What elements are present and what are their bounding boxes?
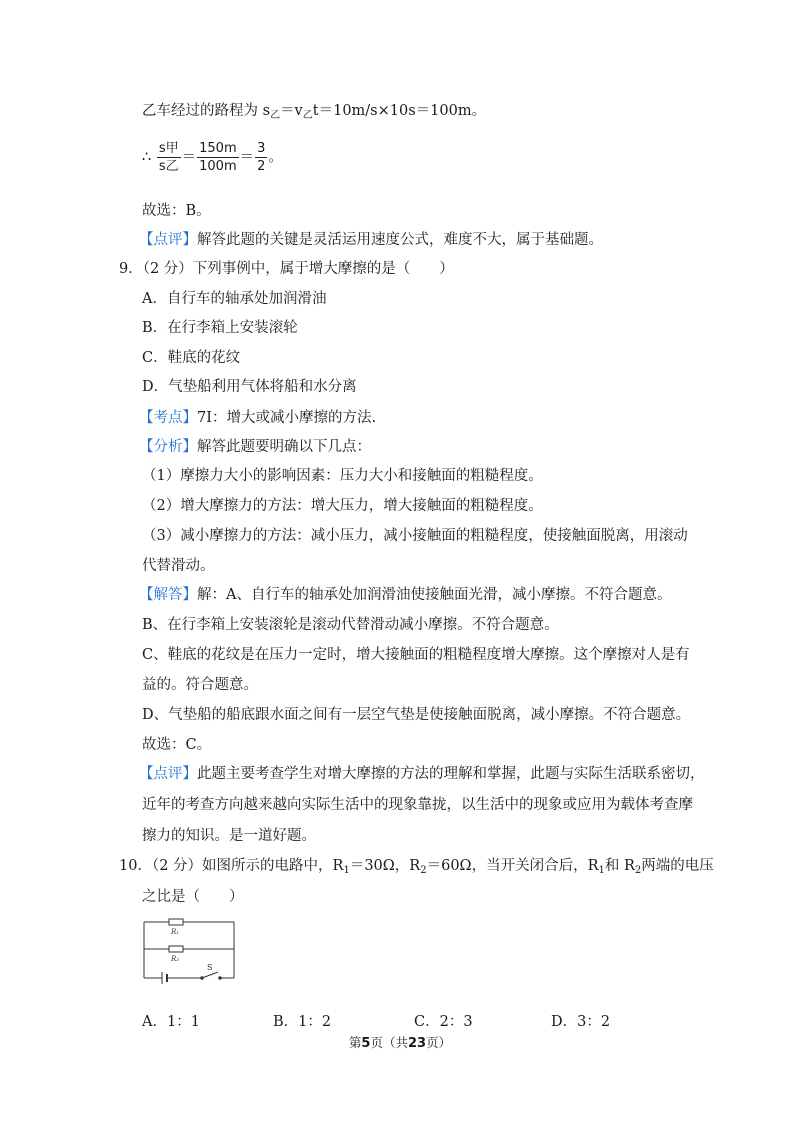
q10-option-a: A．1：1 xyxy=(142,1014,200,1030)
resistor-r1 xyxy=(169,919,183,925)
q9-fenxi: 【分析】解答此题要明确以下几点： xyxy=(139,439,371,455)
prev-comment: 【点评】解答此题的关键是灵活运用速度公式，难度不大，属于基础题。 xyxy=(139,232,603,248)
q9-kaodian: 【考点】7I：增大或减小摩擦的方法. xyxy=(139,410,377,426)
q9-jieda-c-cont: 益的。符合题意。 xyxy=(142,677,258,693)
switch-icon xyxy=(201,972,221,979)
ratio-formula: ∴ $\frac{\text{s甲}}{\text{s乙}}$ ＝ $\frac{150m}{100m}$ ＝ $\frac{3}{2}$ 。 xyxy=(142,141,283,174)
circuit-diagram xyxy=(140,912,240,984)
q9-option-b: B．在行李箱上安装滚轮 xyxy=(142,320,298,336)
resistor-r2 xyxy=(169,946,183,952)
fraction-values: $\frac{150m}{100m}$ xyxy=(199,141,237,174)
battery-icon xyxy=(162,972,167,984)
q9-option-d: D．气垫船利用气体将船和水分离 xyxy=(142,379,357,395)
q9-point-2: （2）增大摩擦力的方法：增大压力，增大接触面的粗糙程度。 xyxy=(142,498,543,514)
q9-stem: 9．（2 分）下列事例中，属于增大摩擦的是（ ） xyxy=(119,261,454,277)
q9-option-c: C．鞋底的花纹 xyxy=(142,350,241,366)
q10-option-c: C．2：3 xyxy=(414,1014,473,1030)
distance-line: 乙车经过的路程为 $s_乙=v_乙t=10m/s\times 10s=100m$。 xyxy=(142,103,487,121)
q9-option-a: A．自行车的轴承处加润滑油 xyxy=(142,291,327,307)
q10-option-d: D．3：2 xyxy=(551,1014,611,1030)
q10-option-b: B．1：2 xyxy=(273,1014,332,1030)
page-footer: 第5页（共23页） xyxy=(348,1035,452,1051)
q9-jieda-d: D、气垫船的船底跟水面之间有一层空气垫是使接触面脱离，减小摩擦。不符合题意。 xyxy=(142,707,691,723)
q9-answer: 故选：C。 xyxy=(142,737,212,753)
label-r1: R₁ xyxy=(171,928,180,936)
q9-jieda-c: C、鞋底的花纹是在压力一定时，增大接触面的粗糙程度增大摩擦。这个摩擦对人是有 xyxy=(142,647,690,663)
label-r2: R₂ xyxy=(171,955,180,963)
fraction-result: $\frac{3}{2}$ xyxy=(257,141,266,174)
q10-stem-2: 之比是（ ） xyxy=(142,889,244,905)
fraction-s-ratio: $\frac{\text{s甲}}{\text{s乙}}$ xyxy=(158,141,179,174)
q9-point-3-cont: 代替滑动。 xyxy=(142,558,215,574)
prev-answer: 故选：B。 xyxy=(142,203,211,219)
q9-dianping: 【点评】此题主要考查学生对增大摩擦的方法的理解和掌握，此题与实际生活联系密切， xyxy=(139,766,705,782)
q9-jieda: 【解答】解：A、自行车的轴承处加润滑油使接触面光滑，减小摩擦。不符合题意。 xyxy=(139,587,672,603)
label-switch: S xyxy=(207,963,213,972)
q9-jieda-b: B、在行李箱上安装滚轮是滚动代替滑动减小摩擦。不符合题意。 xyxy=(142,617,559,633)
q9-point-1: （1）摩擦力大小的影响因素：压力大小和接触面的粗糙程度。 xyxy=(142,468,543,484)
q9-dianping-2: 近年的考查方向越来越向实际生活中的现象靠拢，以生活中的现象或应用为载体考查摩 xyxy=(142,797,693,813)
q9-point-3: （3）减小摩擦力的方法：减小压力，减小接触面的粗糙程度，使接触面脱离，用滚动 xyxy=(142,528,688,544)
q10-stem: 10．（2 分）如图所示的电路中，$R_1=30\Omega$，$R_2=60\Omega$，当开关闭合后，$R_1$和 $R_2$两端的电压 xyxy=(119,858,714,876)
q9-dianping-3: 擦力的知识。是一道好题。 xyxy=(142,828,316,844)
